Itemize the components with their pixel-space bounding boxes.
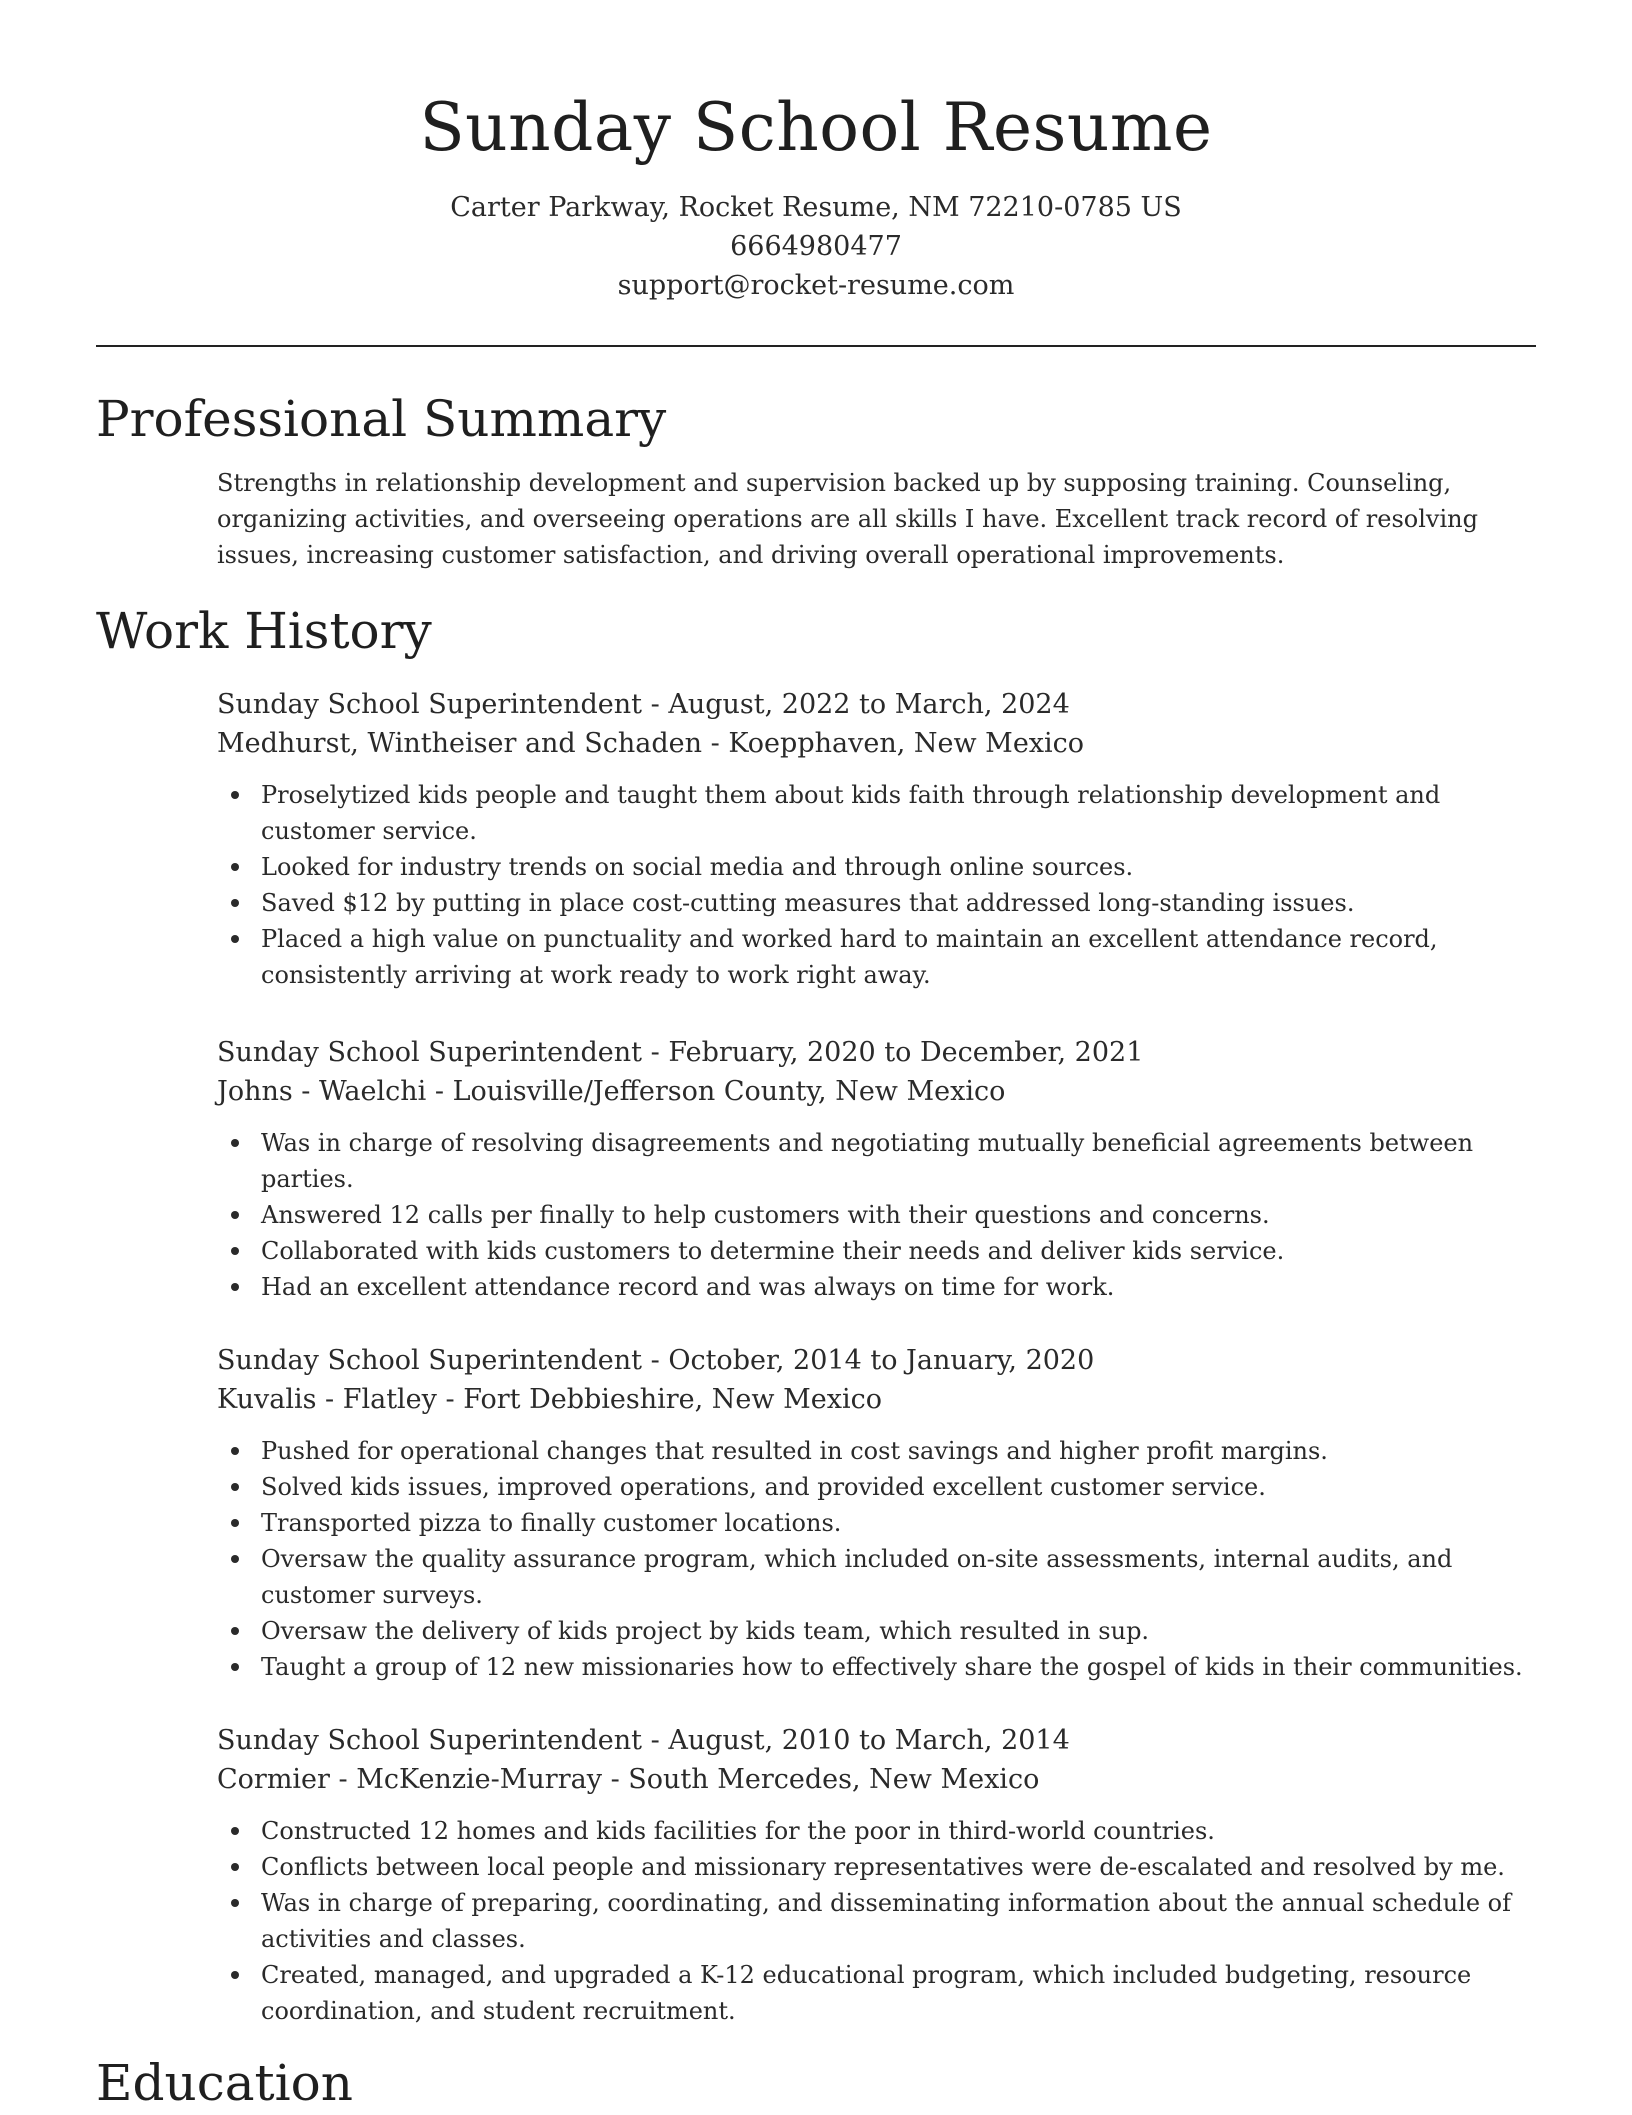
resume-header	[96, 0, 1536, 305]
bullet-dot-icon	[231, 1899, 239, 1907]
job-company-line: Medhurst, Wintheiser and Schaden - Koepphaven, New Mexico	[217, 728, 1085, 759]
job-title: Sunday School Superintendent	[217, 1037, 643, 1068]
bullet-dot-icon	[231, 1627, 239, 1635]
resume-title: Sunday School Resume	[419, 89, 1213, 166]
job-bullet	[217, 1849, 1536, 1885]
job-location: Fort Debbieshire, New Mexico	[463, 1384, 882, 1415]
job-title-line: Sunday School Superintendent - August, 2010 to March, 2014	[217, 1725, 1070, 1756]
bullet-dot-icon	[231, 1863, 239, 1871]
job-bullets	[217, 1125, 1536, 1305]
bullet-dot-icon	[231, 1519, 239, 1527]
job-company: Cormier - McKenzie-Murray	[217, 1764, 602, 1795]
bullet-dot-icon	[231, 1483, 239, 1491]
job-dates: February, 2020 to December, 2021	[668, 1037, 1144, 1068]
bullet-text: Taught a group of 12 new missionaries how to effectively share the gospel of kids in their communities.	[261, 1653, 1523, 1681]
job-location: Louisville/Jefferson County, New Mexico	[452, 1076, 1006, 1107]
job-bullet	[217, 777, 1536, 849]
bullet-dot-icon	[231, 1447, 239, 1455]
bullet-dot-icon	[231, 1663, 239, 1671]
job-bullet	[217, 1813, 1536, 1849]
bullet-text: Conflicts between local people and missionary representatives were de-escalated and resolved by me.	[261, 1853, 1505, 1881]
bullet-text: Proselytized kids people and taught them about kids faith through relationship development and customer service.	[261, 781, 1441, 845]
phone: 6664980477	[730, 231, 902, 262]
bullet-text: Oversaw the delivery of kids project by kids team, which resulted in sup.	[261, 1617, 1150, 1645]
job-title-line: Sunday School Superintendent - August, 2022 to March, 2024	[217, 689, 1070, 720]
bullet-dot-icon	[231, 1971, 239, 1979]
bullet-dot-icon	[231, 1555, 239, 1563]
bullet-dot-icon	[231, 1247, 239, 1255]
job-bullets	[217, 1813, 1536, 2029]
bullet-text: Had an excellent attendance record and was always on time for work.	[261, 1273, 1115, 1301]
job-bullet	[217, 1613, 1536, 1649]
bullet-text: Placed a high value on punctuality and worked hard to maintain an excellent attendance record, consistently arriving at work ready to work right away.	[261, 925, 1438, 989]
job-dates: October, 2014 to January, 2020	[668, 1345, 1095, 1376]
job-bullet	[217, 1957, 1536, 2029]
job-entry	[217, 685, 1536, 993]
bullet-text: Oversaw the quality assurance program, which included on-site assessments, internal audits, and customer surveys.	[261, 1545, 1453, 1609]
job-bullet	[217, 1197, 1536, 1233]
job-company-line: Johns - Waelchi - Louisville/Jefferson County, New Mexico	[217, 1076, 1006, 1107]
bullet-text: Transported pizza to finally customer locations.	[261, 1509, 842, 1537]
job-company: Kuvalis - Flatley	[217, 1384, 437, 1415]
summary-text: Strengths in relationship development and supervision backed up by supposing training. Counseling, organizing activities, and overseeing operations are all skills I have. Excellent track record of resolving issues, increasing customer satisfaction, and driving overall operational improvements.	[217, 469, 1478, 569]
bullet-text: Pushed for operational changes that resulted in cost savings and higher profit margins.	[261, 1437, 1328, 1465]
job-entry	[217, 1721, 1536, 2029]
job-title: Sunday School Superintendent	[217, 689, 643, 720]
job-company-line: Kuvalis - Flatley - Fort Debbieshire, New Mexico	[217, 1384, 882, 1415]
contact-info	[96, 188, 1536, 305]
job-dates: August, 2022 to March, 2024	[668, 689, 1070, 720]
bullet-text: Answered 12 calls per finally to help customers with their questions and concerns.	[261, 1201, 1270, 1229]
address: Carter Parkway, Rocket Resume, NM 72210-0785 US	[450, 192, 1182, 223]
job-bullet	[217, 1649, 1536, 1685]
job-bullet	[217, 1433, 1536, 1469]
bullet-dot-icon	[231, 899, 239, 907]
email: support@rocket-resume.com	[617, 270, 1015, 301]
job-dates: August, 2010 to March, 2014	[668, 1725, 1070, 1756]
job-bullets	[217, 1433, 1536, 1685]
summary-heading: Professional Summary	[96, 390, 667, 448]
bullet-dot-icon	[231, 863, 239, 871]
job-entry	[217, 1341, 1536, 1685]
job-entry	[217, 1033, 1536, 1305]
job-bullet	[217, 921, 1536, 993]
bullet-text: Was in charge of preparing, coordinating, and disseminating information about the annual schedule of activities and classes.	[261, 1889, 1512, 1953]
work-history-heading: Work History	[96, 602, 432, 660]
bullet-text: Constructed 12 homes and kids facilities for the poor in third-world countries.	[261, 1817, 1215, 1845]
job-bullet	[217, 1469, 1536, 1505]
job-bullet	[217, 1885, 1536, 1957]
job-bullet	[217, 1269, 1536, 1305]
header-divider	[96, 345, 1536, 347]
resume-page	[96, 0, 1536, 2115]
bullet-dot-icon	[231, 791, 239, 799]
education-heading: Education	[96, 2054, 353, 2112]
job-bullet	[217, 849, 1536, 885]
job-location: Koepphaven, New Mexico	[728, 728, 1085, 759]
job-company: Johns - Waelchi	[217, 1076, 427, 1107]
bullet-dot-icon	[231, 1283, 239, 1291]
bullet-text: Looked for industry trends on social media and through online sources.	[261, 853, 1134, 881]
job-company: Medhurst, Wintheiser and Schaden	[217, 728, 703, 759]
bullet-dot-icon	[231, 1139, 239, 1147]
job-company-line: Cormier - McKenzie-Murray - South Mercedes, New Mexico	[217, 1764, 1040, 1795]
bullet-dot-icon	[231, 935, 239, 943]
job-title: Sunday School Superintendent	[217, 1725, 643, 1756]
bullet-dot-icon	[231, 1827, 239, 1835]
work-history-list	[217, 685, 1536, 2029]
bullet-text: Saved $12 by putting in place cost-cutting measures that addressed long-standing issues.	[261, 889, 1355, 917]
job-bullet	[217, 1233, 1536, 1269]
job-bullets	[217, 777, 1536, 993]
bullet-text: Collaborated with kids customers to determine their needs and deliver kids service.	[261, 1237, 1285, 1265]
bullet-dot-icon	[231, 1211, 239, 1219]
job-title-line: Sunday School Superintendent - February, 2020 to December, 2021	[217, 1037, 1144, 1068]
bullet-text: Was in charge of resolving disagreements and negotiating mutually beneficial agreements between parties.	[261, 1129, 1474, 1193]
job-bullet	[217, 1505, 1536, 1541]
bullet-text: Solved kids issues, improved operations, and provided excellent customer service.	[261, 1473, 1266, 1501]
job-bullet	[217, 1125, 1536, 1197]
job-title-line: Sunday School Superintendent - October, 2014 to January, 2020	[217, 1345, 1095, 1376]
job-bullet	[217, 885, 1536, 921]
bullet-text: Created, managed, and upgraded a K-12 educational program, which included budgeting, resource coordination, and student recruitment.	[261, 1961, 1472, 2025]
job-title: Sunday School Superintendent	[217, 1345, 643, 1376]
job-location: South Mercedes, New Mexico	[628, 1764, 1040, 1795]
job-bullet	[217, 1541, 1536, 1613]
